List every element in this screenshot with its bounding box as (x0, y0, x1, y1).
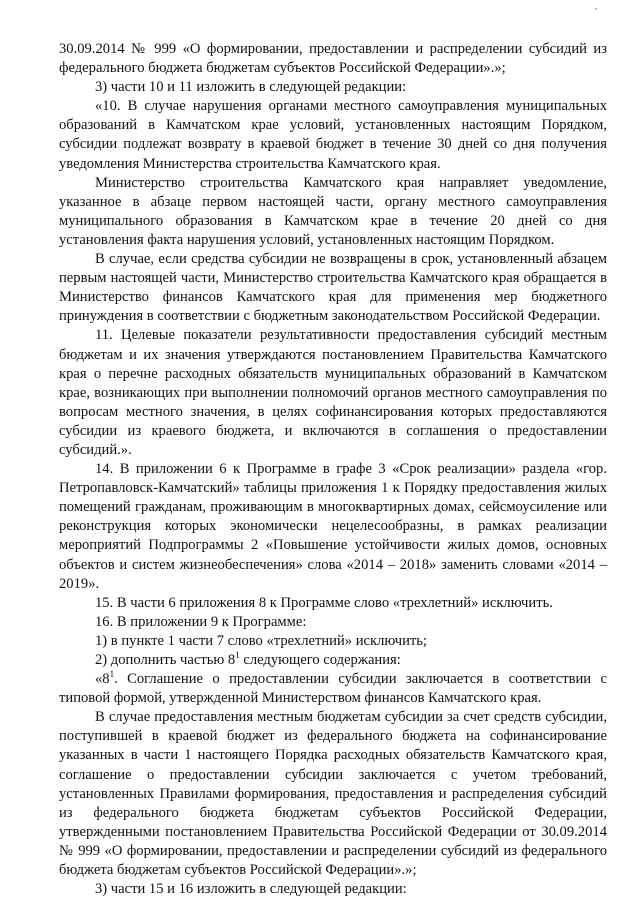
paragraph-5: В случае, если средства субсидии не возвращены в срок, установленный абзацем первым настоящей части, Министерство строительства Камчатского края обращается в Министерство финансов Камчатского края для применения мер бюджетного принуждения в соответствии с бюджетным законодательством Российской Федерации. (59, 251, 607, 325)
paragraph-11-text-before: 2) дополнить частью 8 (95, 652, 236, 668)
paragraph-4: Министерство строительства Камчатского края направляет уведомление, указанное в абзаце первом настоящей части, органу местного самоуправления муниципального образования в Камчатском крае в течение 20 дней со дня установления факта нарушения условий, установленных настоящим Порядком. (59, 174, 607, 248)
paragraph-12-superscript: 1 (109, 669, 115, 680)
paragraph-12-text-before: «8 (95, 671, 110, 688)
paragraph-2: 3) части 10 и 11 изложить в следующей редакции: (95, 79, 407, 96)
scan-artifact (595, 8, 597, 10)
paragraph-9: 16. В приложении 9 к Программе: (95, 613, 307, 630)
document-page (59, 40, 607, 899)
paragraph-12-text-after: . Соглашение о предоставлении субсидии заключается в соответствии с типовой формой, утвержденной Министерством финансов Камчатского края. (59, 671, 607, 707)
paragraph-14: 3) части 15 и 16 изложить в следующей редакции: (95, 881, 407, 898)
paragraph-1: 30.09.2014 № 999 «О формировании, предоставлении и распределении субсидий из федерального бюджета бюджетам субъектов Российской Федерации».»; (59, 41, 607, 77)
paragraph-13: В случае предоставления местным бюджетам субсидии за счет средств субсидии, поступившей в краевой бюджет из федерального бюджета на софинансирование указанных в части 1 настоящего Порядка расходных обязательств Камчатского края, соглашение о предоставлении субсидии заключается с учетом требований, установленных Правилами формирования, предоставления и распределения субсидий из федерального бюджета бюджетам субъектов Российской Федерации, утвержденными постановлением Правительства Российской Федерации от 30.09.2014 № 999 «О формировании, предоставлении и распределении субсидий из федерального бюджета бюджетам субъектов Российской Федерации».»; (59, 709, 607, 879)
paragraph-10: 1) в пункте 1 части 7 слово «трехлетний» исключить; (95, 632, 427, 649)
paragraph-3: «10. В случае нарушения органами местного самоуправления муниципальных образований в Камчатском крае условий, установленных настоящим Порядком, субсидии подлежат возврату в краевой бюджет в течение 30 дней со дня получения уведомления Министерства строительства Камчатского края. (59, 98, 607, 172)
paragraph-7: 14. В приложении 6 к Программе в графе 3 «Срок реализации» раздела «гор. Петропавловск-Камчатский» таблицы приложения 1 к Порядку предоставления жилых помещений гражданам, проживающим в многоквартирных домах, сейсмоусиление или реконструкция которых экономически нецелесообразны, в рамках реализации мероприятий Подпрограммы 2 «Повышение устойчивости жилых домов, основных объектов и систем жизнеобеспечения» слова «2014 – 2018» заменить словами «2014 – 2019». (59, 461, 607, 592)
paragraph-11 (59, 651, 607, 670)
paragraph-8: 15. В части 6 приложения 8 к Программе слово «трехлетний» исключить. (95, 594, 553, 611)
paragraph-11-text-after: следующего содержания: (239, 652, 401, 668)
paragraph-11-superscript: 1 (235, 650, 240, 661)
paragraph-6: 11. Целевые показатели результативности предоставления субсидий местным бюджетам и их значения утверждаются постановлением Правительства Камчатского края о перечне расходных обязательств муниципальных образований в Камчатском крае, возникающих при выполнении полномочий органов местного самоуправления по вопросам местного значения, в целях софинансирования которых предоставляются субсидии из краевого бюджета, и включаются в соглашения о предоставлении субсидий.». (59, 327, 607, 458)
paragraph-12 (59, 670, 607, 708)
